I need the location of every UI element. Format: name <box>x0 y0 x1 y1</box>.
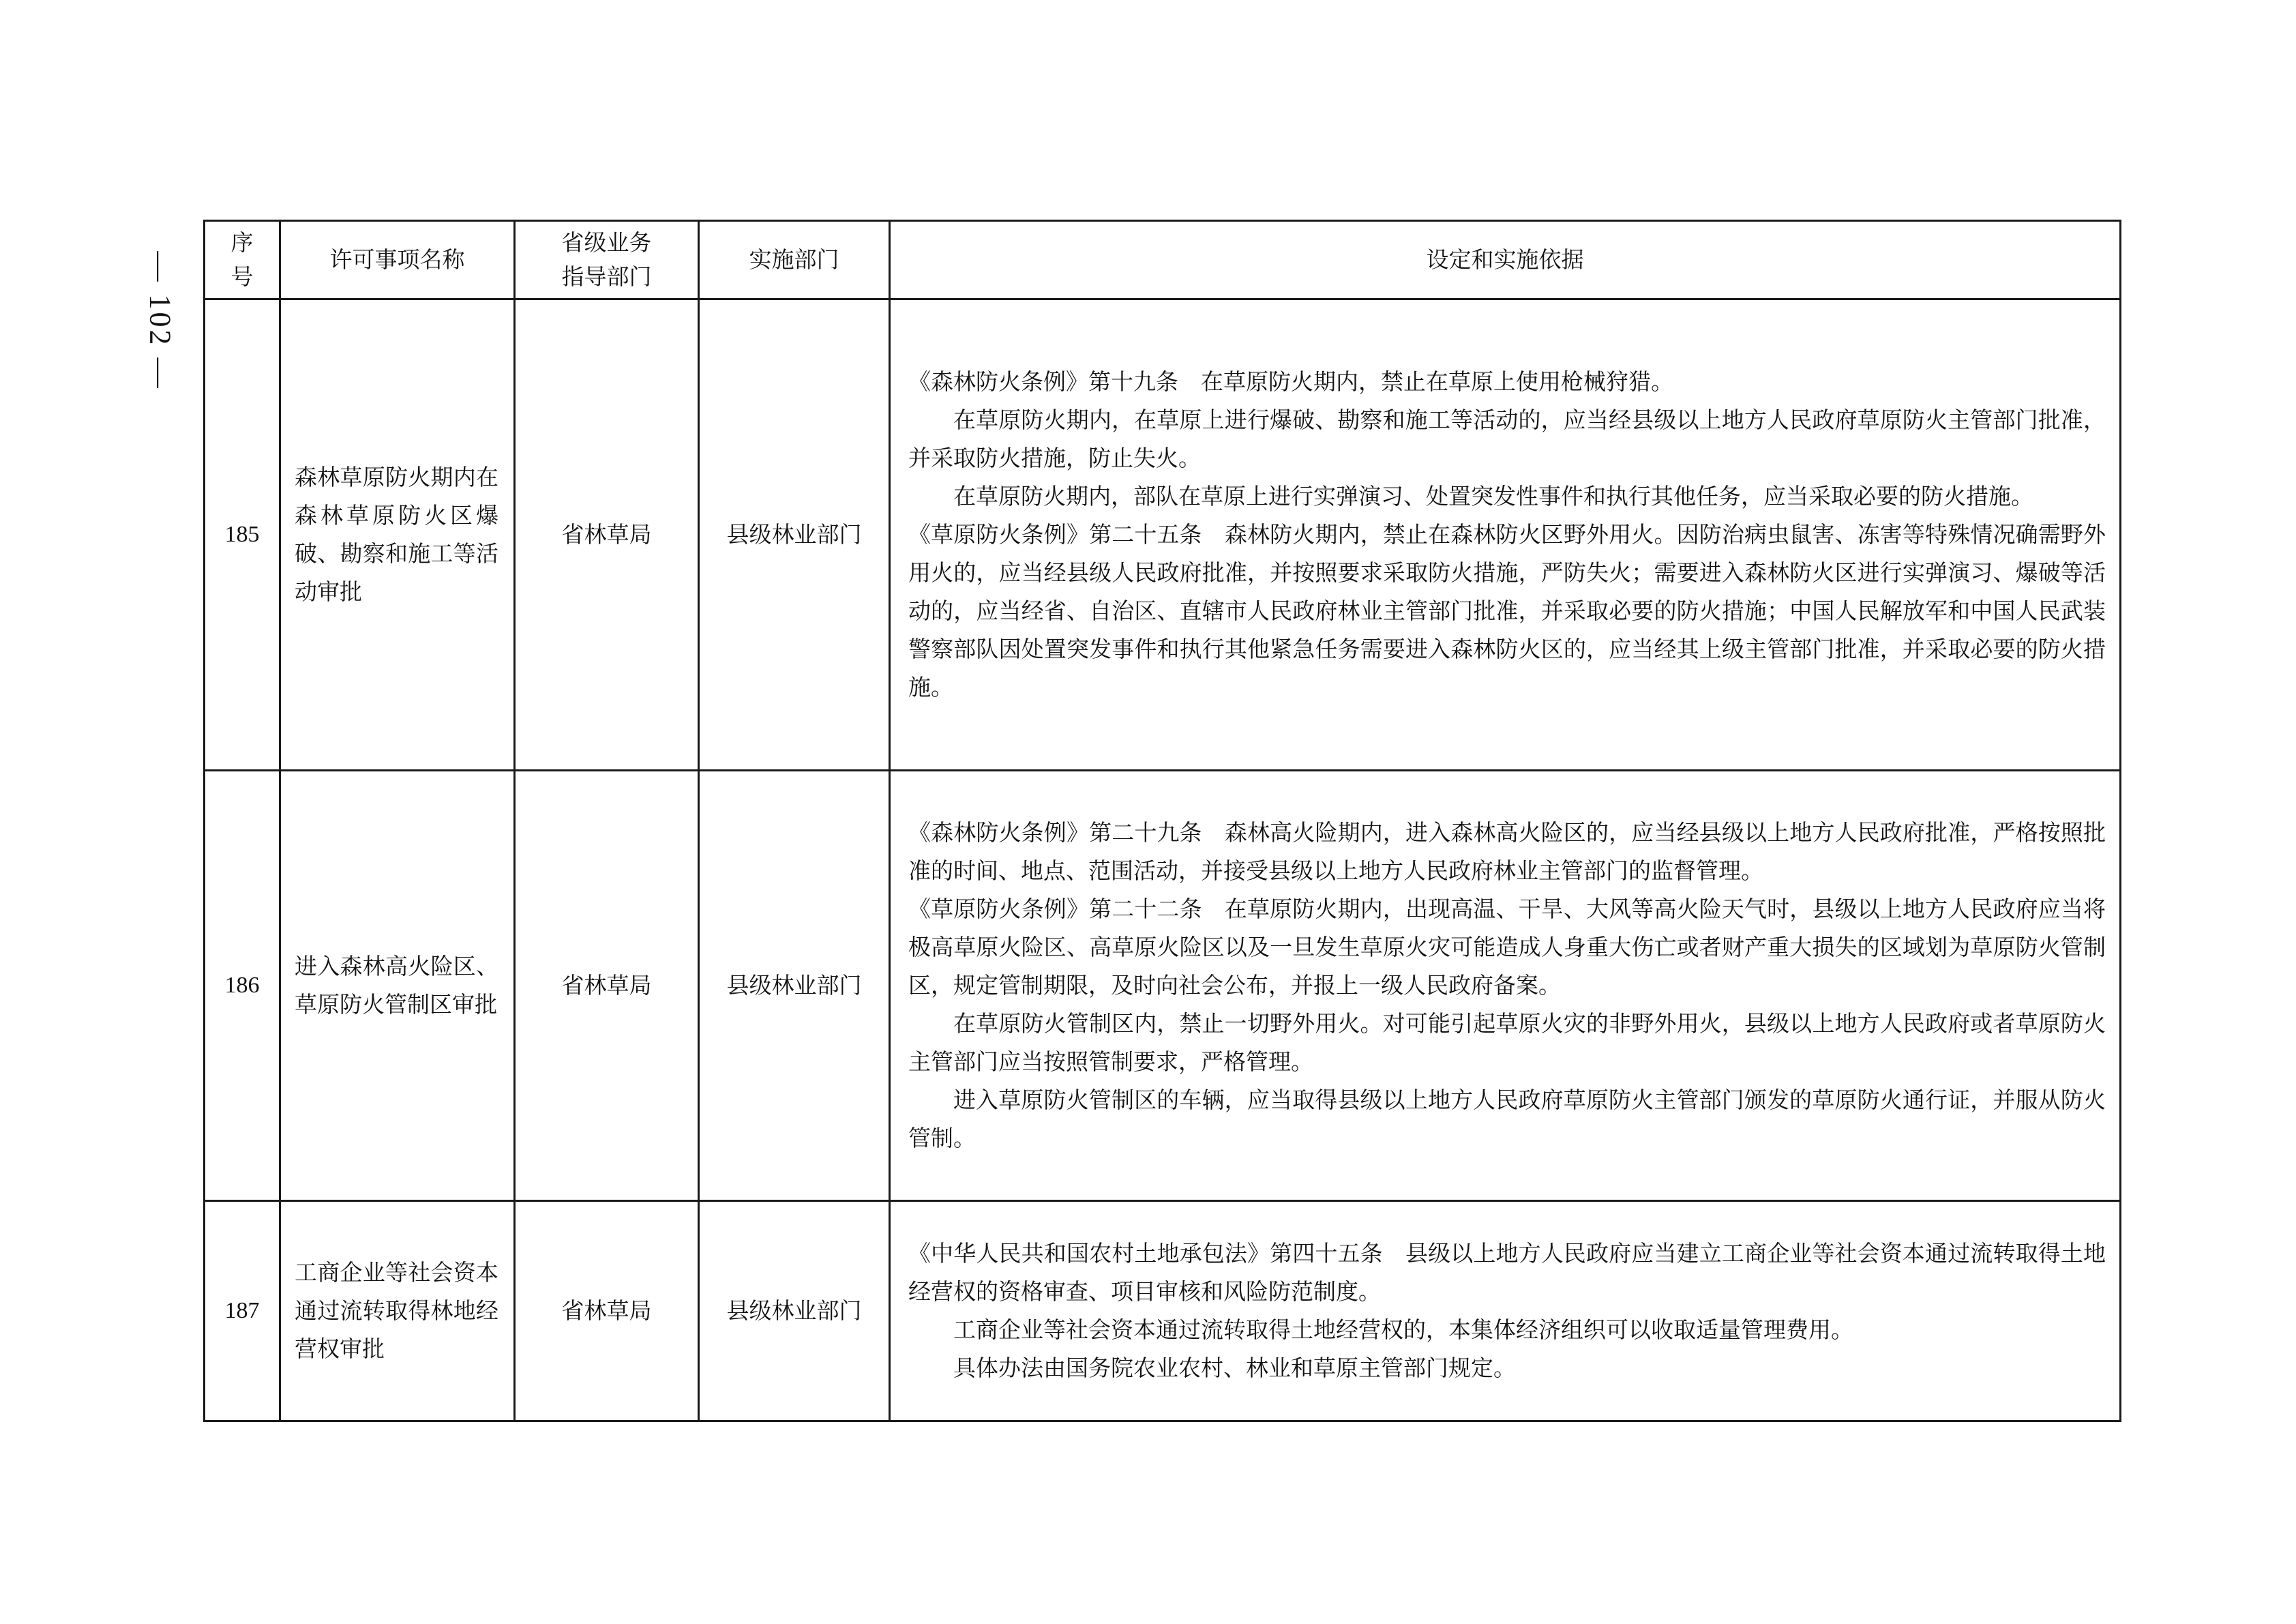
basis-paragraph: 工商企业等社会资本通过流转取得土地经营权的，本集体经济组织可以收取适量管理费用。 <box>953 1316 1853 1343</box>
header-dept-line2: 指导部门 <box>561 263 652 290</box>
row-basis <box>890 299 2121 771</box>
row-number: 187 <box>205 1201 280 1421</box>
header-dept-line1: 省级业务 <box>561 229 652 256</box>
header-no-line2: 号 <box>230 263 254 290</box>
header-impl: 实施部门 <box>699 221 890 299</box>
table-row <box>205 771 2121 1201</box>
basis-paragraph: 《草原防火条例》第二十二条 在草原防火期内，出现高温、干旱、大风等高火险天气时，县级以上地方人民政府应当将极高草原火险区、高草原火险区以及一旦发生草原火灾可能造成人身重大伤亡或者财产重大损失的区域划为草原防火管制区，规定管制期限，及时向社会公布，并报上一级人民政府备案。 <box>908 896 2106 999</box>
row-permit-name: 工商企业等社会资本通过流转取得林地经营权审批 <box>280 1201 515 1421</box>
row-guide-dept: 省林草局 <box>515 1201 699 1421</box>
table-row <box>205 1201 2121 1421</box>
row-impl-dept: 县级林业部门 <box>699 1201 890 1421</box>
header-basis: 设定和实施依据 <box>890 221 2121 299</box>
row-number: 186 <box>205 771 280 1201</box>
basis-paragraph: 在草原防火期内，部队在草原上进行实弹演习、处置突发性事件和执行其他任务，应当采取必要的防火措施。 <box>953 483 2033 510</box>
row-basis <box>890 1201 2121 1421</box>
basis-paragraph: 《草原防火条例》第二十五条 森林防火期内，禁止在森林防火区野外用火。因防治病虫鼠害、冻害等特殊情况确需野外用火的，应当经县级人民政府批准，并按照要求采取防火措施，严防失火；需要进入森林防火区进行实弹演习、爆破等活动的，应当经省、自治区、直辖市人民政府林业主管部门批准，并采取必要的防火措施；中国人民解放军和中国人民武装警察部队因处置突发事件和执行其他紧急任务需要进入森林防火区的，应当经其上级主管部门批准，并采取必要的防火措施。 <box>908 521 2106 700</box>
basis-paragraph: 《森林防火条例》第十九条 在草原防火期内，禁止在草原上使用枪械狩猎。 <box>908 368 1673 395</box>
row-permit-name: 进入森林高火险区、草原防火管制区审批 <box>280 771 515 1201</box>
basis-paragraph: 具体办法由国务院农业农村、林业和草原主管部门规定。 <box>953 1355 1516 1381</box>
page-number <box>130 218 191 423</box>
header-dept <box>515 221 699 299</box>
basis-paragraph: 《森林防火条例》第二十九条 森林高火险期内，进入森林高火险区的，应当经县级以上地方人民政府批准，严格按照批准的时间、地点、范围活动，并接受县级以上地方人民政府林业主管部门的监督管理。 <box>908 819 2106 884</box>
row-permit-name: 森林草原防火期内在森林草原防火区爆破、勘察和施工等活动审批 <box>280 299 515 771</box>
header-no-line1: 序 <box>230 229 254 256</box>
permit-table <box>203 220 2121 1422</box>
basis-paragraph: 在草原防火期内，在草原上进行爆破、勘察和施工等活动的，应当经县级以上地方人民政府草原防火主管部门批准，并采取防火措施，防止失火。 <box>908 407 2106 471</box>
table-header-row <box>205 221 2121 299</box>
header-no <box>205 221 280 299</box>
basis-paragraph: 《中华人民共和国农村土地承包法》第四十五条 县级以上地方人民政府应当建立工商企业等社会资本通过流转取得土地经营权的资格审查、项目审核和风险防范制度。 <box>908 1240 2106 1305</box>
page-number-text: — 102 — <box>143 251 177 390</box>
row-impl-dept: 县级林业部门 <box>699 771 890 1201</box>
header-name: 许可事项名称 <box>280 221 515 299</box>
basis-paragraph: 在草原防火管制区内，禁止一切野外用火。对可能引起草原火灾的非野外用火，县级以上地方人民政府或者草原防火主管部门应当按照管制要求，严格管理。 <box>908 1010 2106 1075</box>
basis-paragraph: 进入草原防火管制区的车辆，应当取得县级以上地方人民政府草原防火主管部门颁发的草原防火通行证，并服从防火管制。 <box>908 1087 2106 1151</box>
row-number: 185 <box>205 299 280 771</box>
table-row <box>205 299 2121 771</box>
row-guide-dept: 省林草局 <box>515 771 699 1201</box>
row-guide-dept: 省林草局 <box>515 299 699 771</box>
row-basis <box>890 771 2121 1201</box>
row-impl-dept: 县级林业部门 <box>699 299 890 771</box>
